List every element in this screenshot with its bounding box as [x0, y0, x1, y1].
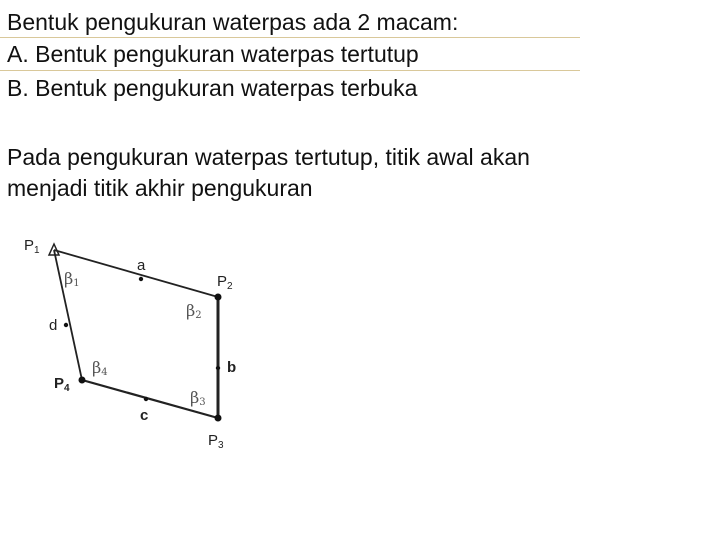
label-a: a: [137, 257, 146, 274]
label-p1: $P_1$: [24, 237, 40, 256]
label-c: c: [140, 407, 149, 424]
closed-traverse-diagram: [18, 222, 258, 456]
point-a: [139, 277, 143, 281]
label-beta-4: β4: [92, 358, 108, 378]
text-line-closed-1: Pada pengukuran waterpas tertutup, titik awal akan: [7, 144, 530, 170]
p4-point: [79, 377, 86, 384]
edge-p1-p2: [54, 250, 218, 297]
traverse-svg: [18, 222, 258, 456]
label-beta-3: β3: [190, 388, 206, 408]
text-line-intro: Bentuk pengukuran waterpas ada 2 macam:: [7, 9, 459, 35]
label-beta-2: β2: [186, 301, 202, 321]
text-line-option-b: B. Bentuk pengukuran waterpas terbuka: [7, 75, 418, 101]
divider-1: [0, 37, 580, 38]
point-d: [64, 323, 68, 327]
p2-point: [215, 294, 222, 301]
text-line-closed-2: menjadi titik akhir pengukuran: [7, 175, 313, 201]
p3-point: [215, 415, 222, 422]
text-line-option-a: A. Bentuk pengukuran waterpas tertutup: [7, 41, 419, 67]
label-b: b: [227, 359, 237, 376]
label-p3: $P_3$: [208, 432, 224, 451]
point-b: [216, 366, 220, 370]
divider-2: [0, 70, 580, 71]
label-beta-1: β1: [64, 269, 80, 289]
label-d: d: [49, 317, 58, 334]
label-p2: $P_2$: [217, 273, 233, 292]
label-p4: $P_4$: [54, 375, 70, 394]
point-c: [144, 397, 148, 401]
